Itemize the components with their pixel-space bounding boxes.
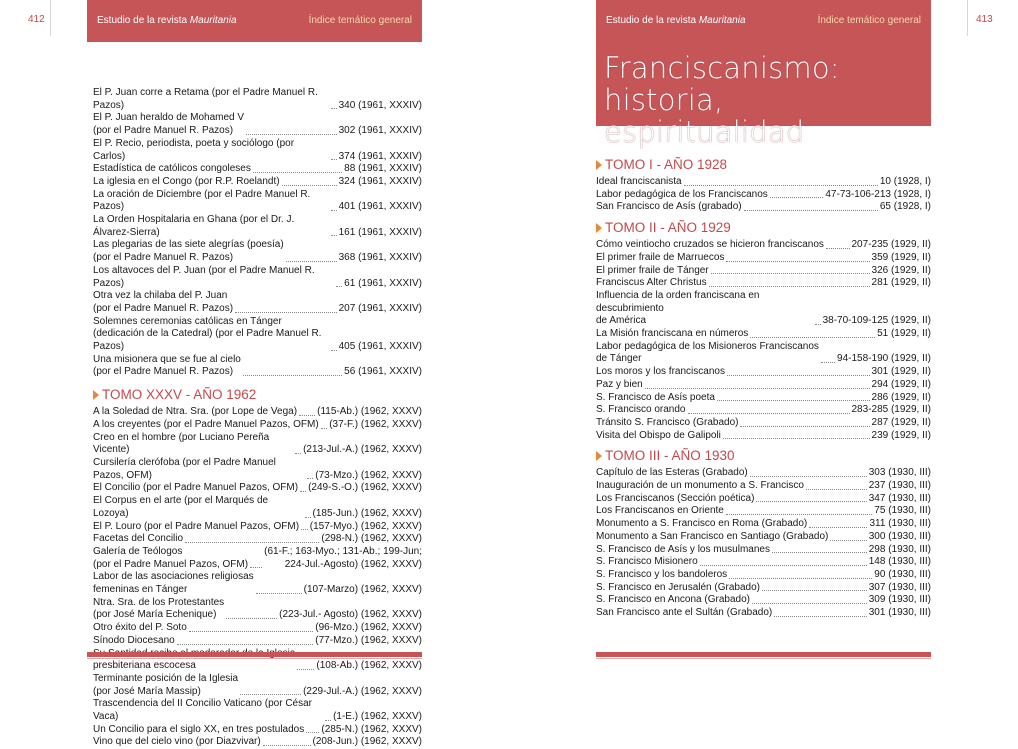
dot-leader [830,540,866,541]
page-number-left: 412 [28,14,45,25]
entry-title: Facetas del Concilio [93,533,184,545]
entry-title: Inauguración de un monumento a S. Francisco [596,480,804,492]
entry-title: Los Franciscanos (Sección poética) [596,492,755,504]
left-index-column [93,87,422,749]
index-entry [596,493,931,506]
entry-reference: 303 (1930, III) [868,467,931,479]
left-page [0,0,509,748]
entry-reference: (208-Jun.) (1962, XXXV) [312,736,422,748]
entry-reference: (77-Mzo.) (1962, XXXV) [315,634,422,646]
section-heading [596,448,931,464]
entry-title: Ideal franciscanista [596,176,682,187]
index-entry [93,736,422,749]
entry-reference: (157-Myo.) (1962, XXXV) [309,520,422,532]
entry-reference: 368 (1961, XXXIV) [338,252,422,264]
entry-title: A la Soledad de Ntra. Sra. (por Lope de Vega) [93,406,298,418]
entry-title: Solemnes ceremonias católicas en Tánger (dedicación de la Catedral) (por el Padre Manuel R. Pazos) [93,315,322,353]
entry-title: Una misionera que se fue al cielo (por el Padre Manuel R. Pazos) [93,353,241,378]
dot-leader [806,489,867,490]
entry-reference: 281 (1929, II) [871,277,931,289]
entry-reference: 311 (1930, III) [869,518,931,530]
dot-leader [645,388,870,389]
entry-reference: 301 (1929, II) [871,366,931,378]
index-entry [93,316,422,354]
dot-leader [750,337,875,338]
index-entry [596,467,931,480]
entry-reference: 88 (1961, XXXIV) [344,163,422,175]
index-entry [596,189,931,202]
index-entry [93,521,422,534]
index-entry [596,544,931,557]
dot-leader [711,273,870,274]
entry-title: Labor pedagógica de los Misioneros Franciscanos de Tánger [596,340,819,365]
index-entry [93,673,422,698]
entry-reference: (213-Jul.-A.) (1962, XXXV) [303,444,422,456]
index-entry [596,607,931,620]
dot-leader [235,312,337,313]
entry-title: Monumento a San Francisco en Santiago (Grabado) [596,530,829,542]
triangle-bullet-icon [596,451,602,461]
entry-title: San Francisco ante el Sultán (Grabado) [596,607,773,619]
entry-reference: 10 (1928, I) [879,176,931,187]
entry-reference: 148 (1930, III) [868,556,931,568]
entry-reference: 298 (1930, III) [868,543,931,555]
dot-leader [307,478,313,479]
entry-reference: 56 (1961, XXXIV) [344,366,422,378]
index-entry [93,495,422,520]
header-right-title: Estudio de la revista Mauritania [606,15,746,26]
index-entry [596,404,931,417]
dot-leader [246,134,337,135]
right-index-column [596,157,931,620]
dot-leader [177,644,314,645]
entry-title: Tránsito S. Francisco (Grabado) [596,416,739,428]
entry-title: Terminante posición de la Iglesia (por José María Massip) [93,672,239,697]
section-title: TOMO II - AÑO 1929 [605,220,731,236]
dot-leader [331,235,337,236]
entry-title: Los moros y los franciscanos [596,366,725,378]
entry-reference: 309 (1930, III) [868,594,931,606]
index-entry [93,533,422,546]
index-entry [596,290,931,328]
dot-leader [286,261,337,262]
dot-leader [331,350,337,351]
page-number-right: 413 [976,14,993,25]
dot-leader [756,501,866,502]
dot-leader [305,517,311,518]
index-entry [596,480,931,493]
entry-reference: 300 (1930, III) [868,530,931,542]
dot-leader [826,248,850,249]
entry-title: El Concilio (por el Padre Manuel Pazos, OFM) [93,482,299,494]
dot-leader [226,618,277,619]
entry-title: Monumento a S. Francisco en Roma (Grabado) [596,518,808,530]
entry-reference: 359 (1929, II) [871,251,931,263]
header-left-section: Índice temático general [308,15,412,26]
entry-title: Paz y bien [596,378,643,390]
entry-title: El primer fraile de Tánger [596,264,709,276]
index-entry [93,419,422,432]
entry-title: Trascendencia del II Concilio Vaticano (por César Vaca) [93,698,312,723]
entry-reference: 38-70-109-125 (1929, II) [822,315,931,327]
entry-reference: 405 (1961, XXXIV) [338,341,422,353]
entry-reference: (37-F.) (1962, XXXV) [329,418,422,430]
entry-title: S. Francisco orando [596,404,686,416]
entry-reference: 347 (1930, III) [868,492,931,504]
entry-reference: 294 (1929, II) [871,378,931,390]
entry-title: Visita del Obispo de Galipoli [596,429,721,441]
entry-reference: 47-73-106-213 (1928, I) [825,188,931,200]
dot-leader [815,324,821,325]
entry-reference: (96-Mzo.) (1962, XXXV) [315,622,422,634]
entry-title: El P. Juan corre a Retama (por el Padre Manuel R. Pazos) [93,87,318,111]
dot-leader [772,552,867,553]
dot-leader [185,542,319,543]
index-entry [596,239,931,252]
index-entry [596,518,931,531]
entry-reference: (115-Ab.) (1962, XXXV) [317,406,422,418]
entry-reference: (285-N.) (1962, XXXV) [321,723,422,735]
dot-leader [774,616,867,617]
entry-reference: 75 (1930, III) [874,505,931,517]
entry-title: Galería de Teólogos (por el Padre Manuel Pazos, OFM) [93,545,249,570]
entry-title: S. Francisco y los bandoleros [596,568,728,580]
entry-title: El Corpus en el arte (por el Marqués de Lozoya) [93,495,269,519]
index-entry [596,252,931,265]
entry-title: Vino que del cielo vino (por Diazvivar) [93,736,261,748]
entry-title: Cursilería clerófoba (por el Padre Manuel Pazos, OFM) [93,456,276,481]
dot-leader [282,185,337,186]
index-entry [596,201,931,214]
index-entry [93,571,422,596]
entry-reference: 301 (1930, III) [868,607,931,619]
entry-title: S. Francisco Misionero [596,556,698,568]
entry-reference: (249-S.-O.) (1962, XXXV) [308,482,422,494]
entry-title: S. Francisco de Asís y los musulmanes [596,543,770,555]
entry-reference: 65 (1928, I) [879,201,931,213]
entry-reference: 307 (1930, III) [868,581,931,593]
entry-reference: 51 (1929, II) [877,328,931,340]
dot-leader [688,413,850,414]
dot-leader [253,172,342,173]
index-entry [93,546,422,571]
triangle-bullet-icon [93,390,99,400]
index-entry [596,341,931,366]
entry-reference: 302 (1961, XXXIV) [338,125,422,137]
entry-reference: 161 (1961, XXXIV) [338,226,422,238]
entry-title: Cómo veintiocho cruzados se hicieron franciscanos [596,239,824,251]
entry-title: Creo en el hombre (por Luciano Pereña Vicente) [93,431,270,456]
entry-title: Otra vez la chilaba del P. Juan (por el Padre Manuel R. Pazos) [93,290,234,314]
dot-leader [297,669,314,670]
entry-title: Estadística de católicos congoleses [93,163,251,175]
footer-bar-right [596,652,931,657]
entry-reference: 286 (1929, II) [871,391,931,403]
dot-leader [700,565,867,566]
dot-leader [256,593,302,594]
index-entry [93,724,422,737]
section-title: TOMO I - AÑO 1928 [605,157,728,172]
index-entry [93,354,422,379]
entry-reference: 90 (1930, III) [874,568,931,580]
entry-reference: 287 (1929, II) [871,416,931,428]
dot-leader [726,514,872,515]
entry-title: Otro éxito del P. Soto [93,622,187,634]
index-entry [93,176,422,189]
entry-reference: 207-235 (1929, II) [851,239,931,251]
dot-leader [189,631,314,632]
triangle-bullet-icon [596,160,602,170]
dot-leader [299,415,315,416]
entry-reference: 61 (1961, XXXIV) [344,277,422,289]
entry-reference: 374 (1961, XXXIV) [338,150,422,162]
page-edge-right [967,0,968,36]
section-heading [596,157,931,173]
dot-leader [752,603,867,604]
index-entry [93,112,422,137]
dot-leader [744,210,878,211]
header-left-title: Estudio de la revista Mauritania [97,15,237,26]
index-entry [596,265,931,278]
entry-title: S. Francisco de Asís poeta [596,391,715,403]
index-entry [93,432,422,457]
index-entry [596,277,931,290]
header-right [596,0,931,42]
entry-reference: 324 (1961, XXXIV) [338,175,422,187]
entry-title: La Misión franciscana en números [596,328,749,340]
dot-leader [295,453,301,454]
entry-reference: (298-N.) (1962, XXXV) [321,533,422,545]
entry-title: Los altavoces del P. Juan (por el Padre Manuel R. Pazos) [93,264,315,289]
index-entry [596,176,931,189]
index-entry [596,505,931,518]
index-entry [93,189,422,214]
dot-leader [770,197,824,198]
dot-leader [321,428,328,429]
index-entry [596,569,931,582]
dot-leader [300,491,306,492]
index-entry [596,556,931,569]
index-entry [93,622,422,635]
dot-leader [240,694,301,695]
page-edge-left [50,0,51,36]
index-entry [93,290,422,315]
entry-reference: (1-E.) (1962, XXXV) [333,711,422,723]
entry-title: El P. Louro (por el Padre Manuel Pazos, OFM) [93,520,300,532]
entry-title: Las plegarias de las siete alegrías (poesía) (por el Padre Manuel R. Pazos) [93,239,284,264]
triangle-bullet-icon [596,223,602,233]
entry-title: La iglesia en el Congo (por R.P. Roelandt) [93,175,280,187]
entry-title: presbiteriana escocesa [93,660,196,672]
dot-leader [684,185,878,186]
dot-leader [809,527,867,528]
index-entry [596,531,931,544]
entry-title: San Francisco de Asís (grabado) [596,201,742,213]
header-left [87,0,422,42]
entry-title: Influencia de la orden franciscana en descubrimiento de América [596,289,760,327]
dot-leader [301,529,308,530]
entry-title: Capítulo de las Esteras (Grabado) [596,467,748,479]
entry-title: La oración de Diciembre (por el Padre Manuel R. Pazos) [93,188,311,213]
index-entry [93,457,422,482]
entry-reference: 283-285 (1929, II) [851,404,931,416]
dot-leader [243,375,342,376]
dot-leader [750,476,867,477]
index-entry [596,328,931,341]
entry-reference: (108-Ab.) (1962, XXXV) [316,660,422,672]
index-entry [93,406,422,419]
dot-leader [250,567,262,568]
footer-bar-left [87,652,422,657]
entry-title: Sínodo Diocesano [93,634,175,646]
entry-reference: 401 (1961, XXXIV) [338,201,422,213]
dot-leader [727,375,870,376]
entry-reference: (223-Jul.- Agosto) (1962, XXXV) [279,609,422,621]
dot-leader [740,426,869,427]
dot-leader [729,578,872,579]
entry-reference: 207 (1961, XXXIV) [338,302,422,314]
index-entry [93,239,422,264]
index-entry [596,392,931,405]
dot-leader [717,400,870,401]
entry-title: Labor pedagógica de los Franciscanos [596,188,768,200]
entry-title: El P. Recio, periodista, poeta y sociólogo (por Carlos) [93,137,295,162]
dot-leader [821,362,835,363]
dot-leader [336,286,342,287]
dot-leader [726,261,869,262]
dot-leader [331,159,337,160]
section-heading [93,387,422,403]
index-entry [93,163,422,176]
index-entry [93,482,422,495]
chapter-title-line2: historia, espiritualidad [604,83,805,149]
dot-leader [762,590,867,591]
entry-title: La Orden Hospitalaria en Ghana (por el Dr. J. Álvarez-Sierra) [93,214,295,238]
index-entry [93,87,422,112]
entry-title: Ntra. Sra. de los Protestantes (por José María Echenique) [93,596,225,621]
index-entry [93,635,422,648]
dot-leader [709,286,870,287]
entry-title: Un Concilio para el siglo XX, en tres postulados [93,723,305,735]
entry-title: Franciscus Alter Christus [596,277,707,289]
section-title: TOMO XXXV - AÑO 1962 [102,387,257,403]
entry-reference: 239 (1929, II) [871,429,931,441]
chapter-title-line1: Franciscanismo: [604,51,840,85]
index-entry [596,430,931,443]
dot-leader [331,108,337,109]
index-entry [596,582,931,595]
index-entry [596,379,931,392]
entry-reference: 94-158-190 (1929, II) [837,353,931,365]
index-entry [596,366,931,379]
entry-reference: 237 (1930, III) [868,480,931,492]
index-entry [93,597,422,622]
entry-title: Los Franciscanos en Oriente [596,505,724,517]
entry-reference: (229-Jul.-A.) (1962, XXXV) [303,685,422,697]
entry-title: S. Francisco en Jerusalén (Grabado) [596,581,760,593]
entry-title: Labor de las asociaciones religiosas femeninas en Tánger [93,571,254,596]
chapter-title-box [596,42,931,149]
index-entry [596,417,931,430]
dot-leader [263,745,311,746]
index-entry [93,214,422,239]
entry-reference: (185-Jun.) (1962, XXXV) [312,507,422,519]
entry-title: El primer fraile de Marruecos [596,251,725,263]
dot-leader [306,732,319,733]
index-entry [93,138,422,163]
header-right-section: Índice temático general [817,15,921,26]
section-heading [596,220,931,236]
entry-title: A los creyentes (por el Padre Manuel Pazos, OFM) [93,418,319,430]
index-entry [596,594,931,607]
index-entry [93,265,422,290]
chapter-title [604,52,931,148]
entry-reference: (61-F.; 163-Myo.; 131-Ab.; 199-Jun; 224-Jul.-Agosto) (1962, XXXV) [264,545,422,570]
entry-reference: (107-Marzo) (1962, XXXV) [303,584,422,596]
section-title: TOMO III - AÑO 1930 [605,448,735,464]
entry-reference: 340 (1961, XXXIV) [338,99,422,111]
dot-leader [331,210,337,211]
entry-reference: 326 (1929, II) [871,264,931,276]
entry-title: S. Francisco en Ancona (Grabado) [596,594,750,606]
entry-reference: (73-Mzo.) (1962, XXXV) [315,469,422,481]
entry-title: El P. Juan heraldo de Mohamed V (por el Padre Manuel R. Pazos) [93,112,245,137]
dot-leader [723,438,870,439]
